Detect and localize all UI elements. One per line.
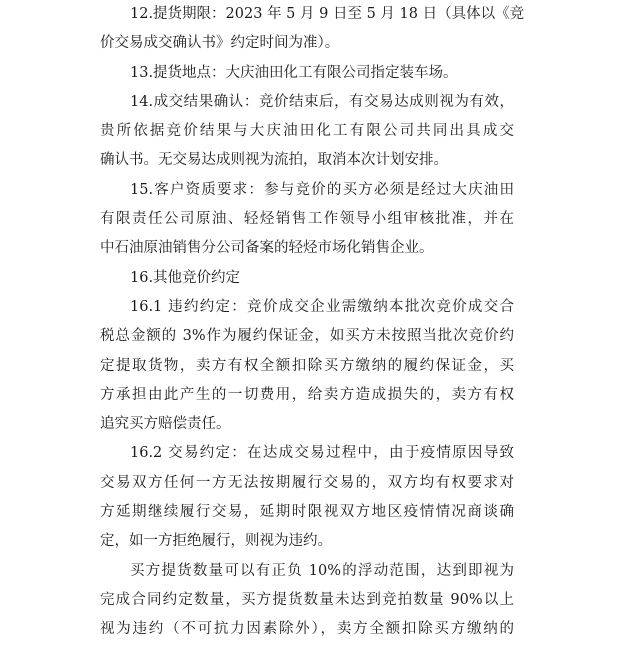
text-line: 定，如一方拒绝履行，则视为违约。: [100, 533, 332, 550]
text-line: 税总金额的 3%作为履约保证金，如买方未按照当批次竞价约: [100, 328, 514, 345]
paragraph-transaction-agreement: [100, 439, 514, 556]
text-line: 价交易成交确认书》约定时间为准）。: [100, 35, 340, 52]
text-line: 定提取货物，卖方有权全额扣除买方缴纳的履约保证金，买: [100, 357, 514, 374]
text-line: 追究买方赔偿责任。: [100, 416, 231, 433]
text-line: 中石油原油销售分公司备案的轻烃市场化销售企业。: [100, 240, 434, 257]
section-heading-other-agreements: [100, 264, 514, 293]
text-line: 确认书。无交易达成则视为流拍，取消本次计划安排。: [100, 152, 448, 169]
text-line: 16.2 交易约定：在达成交易过程中，由于疫情原因导致: [130, 445, 514, 462]
paragraph-quantity-tolerance: [100, 557, 514, 645]
paragraph-customer-qualification: [100, 176, 514, 264]
paragraph-result-confirmation: [100, 88, 514, 176]
text-line: 有限责任公司原油、轻烃销售工作领导小组审核批准，并在: [100, 211, 514, 228]
text-line: 买方提货数量可以有正负 10%的浮动范围，达到即视为: [130, 562, 514, 579]
text-line: 13.提货地点：大庆油田化工有限公司指定装车场。: [130, 64, 458, 81]
document-page: [100, 0, 525, 645]
paragraph-breach-agreement: [100, 293, 514, 439]
text-line: 交易双方任何一方无法按期履行交易的，双方均有权要求对: [100, 474, 514, 491]
paragraph-pickup-period: [100, 0, 525, 59]
text-line: 方延期继续履行交易，延期时限视双方地区疫情情况商谈确: [100, 504, 514, 521]
text-line: 16.其他竞价约定: [130, 269, 241, 286]
text-line: 视为违约（不可抗力因素除外），卖方全额扣除买方缴纳的: [100, 621, 514, 638]
text-line: 14.成交结果确认：竞价结束后，有交易达成则视为有效，: [130, 93, 514, 110]
text-line: 完成合同约定数量，买方提货数量未达到竞拍数量 90%以上: [100, 591, 514, 608]
text-line: 贵所依据竞价结果与大庆油田化工有限公司共同出具成交: [100, 123, 514, 140]
paragraph-pickup-location: [100, 59, 514, 88]
text-line: 15.客户资质要求：参与竞价的买方必须是经过大庆油田: [130, 181, 514, 198]
text-line: 12.提货期限：2023 年 5 月 9 日至 5 月 18 日（具体以《竞: [130, 6, 525, 22]
text-line: 方承担由此产生的一切费用，给卖方造成损失的，卖方有权: [100, 386, 514, 403]
text-line: 16.1 违约约定：竞价成交企业需缴纳本批次竞价成交合: [130, 298, 514, 315]
